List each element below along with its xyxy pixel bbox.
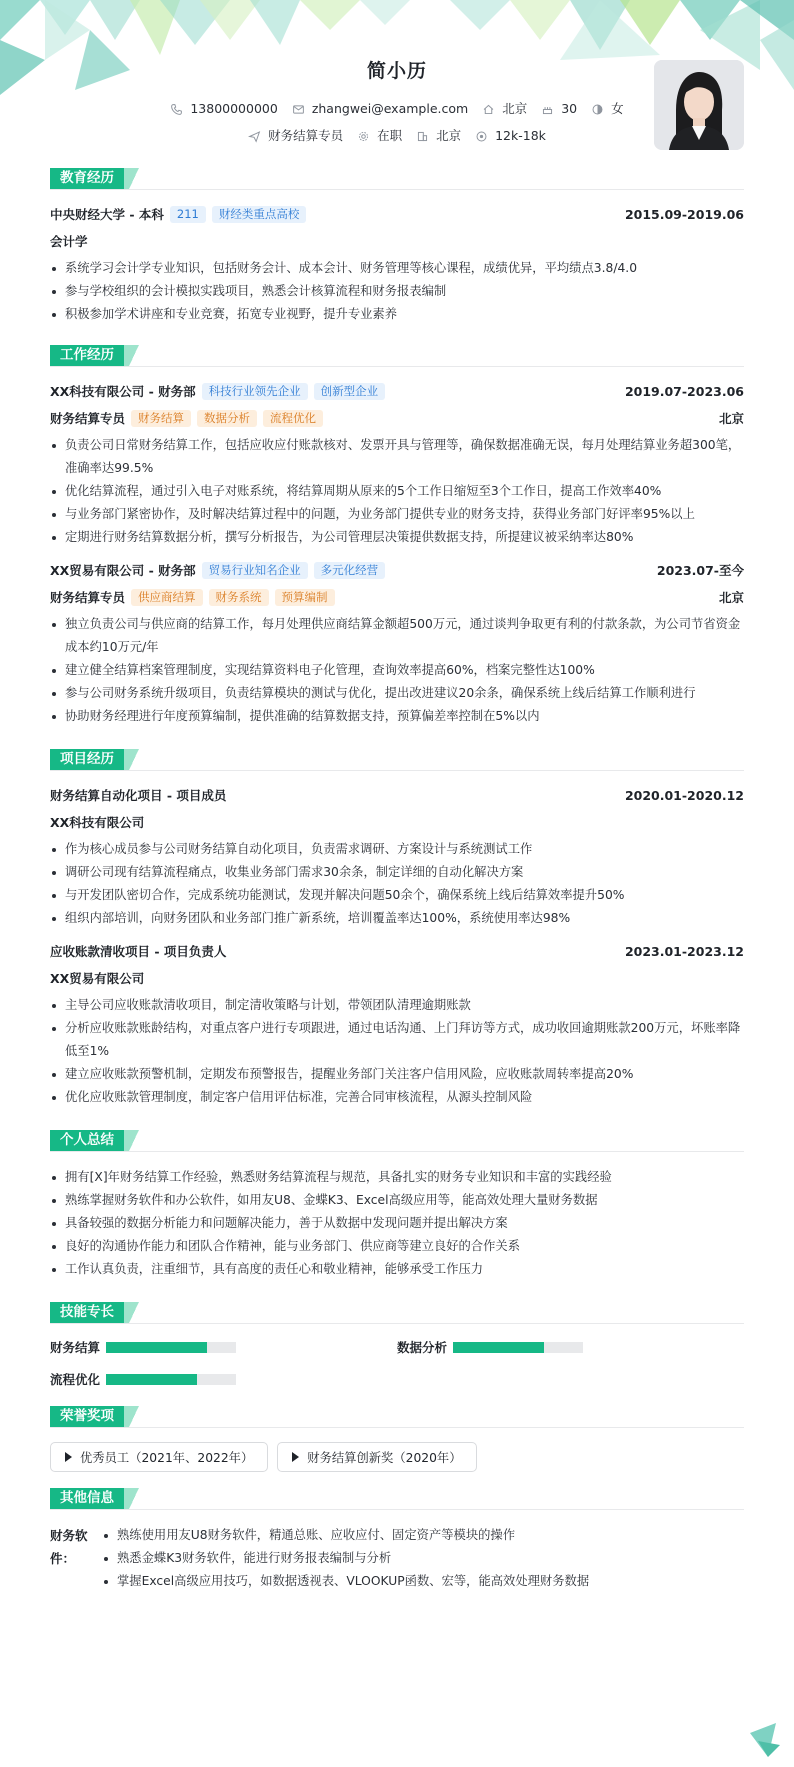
- skill-bar-fill: [453, 1342, 544, 1353]
- list-item: 独立负责公司与供应商的结算工作，每月处理供应商结算金额超500万元，通过谈判争取更有利的付款条款，为公司节省资金成本约10万元/年: [50, 613, 744, 659]
- summary-header: [50, 1130, 744, 1152]
- major-row: [50, 231, 744, 251]
- projects-title: 项目经历: [50, 749, 124, 770]
- position-name: 财务结算专员: [50, 411, 126, 426]
- list-item: 参与公司财务系统升级项目，负责结算模块的测试与优化，提出改进建议20余条，确保系统上线后结算工作顺利进行: [50, 682, 744, 705]
- list-item: 掌握Excel高级应用技巧，如数据透视表、VLOOKUP函数、宏等，能高效处理财务数据: [102, 1570, 589, 1593]
- position-row: [50, 408, 744, 428]
- position-tag: 预算编制: [275, 589, 335, 606]
- job-bullets: [50, 434, 744, 549]
- target-city-item: [416, 128, 461, 144]
- projects-header: [50, 749, 744, 771]
- project-org-row: [50, 812, 744, 832]
- project-org: XX贸易有限公司: [50, 971, 145, 986]
- mail-icon: [292, 103, 305, 116]
- project-org: XX科技有限公司: [50, 815, 145, 830]
- job-bullets: [50, 613, 744, 728]
- list-item: 参与学校组织的会计模拟实践项目，熟悉会计核算流程和财务报表编制: [50, 280, 744, 303]
- list-item: 调研公司现有结算流程痛点，收集业务部门需求30余条，制定详细的自动化解决方案: [50, 861, 744, 884]
- award-item[interactable]: [277, 1442, 476, 1472]
- project-row: [50, 785, 744, 805]
- work-title: 工作经历: [50, 345, 124, 366]
- company-tag: 创新型企业: [314, 383, 386, 400]
- school-name: 中央财经大学 - 本科: [50, 207, 164, 222]
- company-name: XX科技有限公司 - 财务部: [50, 384, 196, 399]
- status-text: 在职: [377, 128, 403, 143]
- send-icon: [248, 130, 261, 143]
- position-tag: 供应商结算: [131, 589, 203, 606]
- resume-header: [50, 0, 744, 168]
- position-tag: 财务结算: [131, 410, 191, 427]
- award-item[interactable]: [50, 1442, 268, 1472]
- list-item: 优化结算流程，通过引入电子对账系统，将结算周期从原来的5个工作日缩短至3个工作日，提高工作效率40%: [50, 480, 744, 503]
- list-item: 与开发团队密切合作，完成系统功能测试，发现并解决问题50余个，确保系统上线后结算效率提升50%: [50, 884, 744, 907]
- skill-bar: [106, 1374, 236, 1385]
- age-item: [541, 101, 577, 117]
- job-date: 2023.07-至今: [656, 563, 744, 578]
- skill-bar: [106, 1342, 236, 1353]
- home-icon: [482, 103, 495, 116]
- awards-list: [50, 1442, 744, 1472]
- project-date: 2020.01-2020.12: [624, 787, 744, 803]
- list-item: 拥有[X]年财务结算工作经验，熟悉财务结算流程与规范，具备扎实的财务专业知识和丰富的实践经验: [50, 1166, 744, 1189]
- project-bullets: [50, 994, 744, 1109]
- city-item: [482, 101, 527, 117]
- salary-text: 12k-18k: [495, 128, 546, 143]
- list-item: 负责公司日常财务结算工作，包括应收应付账款核对、发票开具与管理等，确保数据准确无误，每月处理结算业务超300笔，准确率达99.5%: [50, 434, 744, 480]
- phone-text: 13800000000: [190, 101, 278, 116]
- project-date: 2023.01-2023.12: [624, 943, 744, 959]
- list-item: 建立健全结算档案管理制度，实现结算资料电子化管理，查询效率提高60%，档案完整性达100%: [50, 659, 744, 682]
- company-row: [50, 381, 744, 401]
- project-entry: [50, 941, 744, 1109]
- gear-icon: [357, 130, 370, 143]
- list-item: 与业务部门紧密协作，及时解决结算过程中的问题，为业务部门提供专业的财务支持，获得业务部门好评率95%以上: [50, 503, 744, 526]
- other-title: 其他信息: [50, 1488, 124, 1509]
- city-text: 北京: [502, 101, 528, 116]
- list-item: 具备较强的数据分析能力和问题解决能力，善于从数据中发现问题并提出解决方案: [50, 1212, 744, 1235]
- skill-bar: [453, 1342, 583, 1353]
- skills-section: [50, 1302, 744, 1388]
- salary-item: [475, 128, 546, 144]
- honors-section: [50, 1406, 744, 1472]
- gender-icon: [591, 103, 604, 116]
- project-name: 财务结算自动化项目 - 项目成员: [50, 788, 227, 803]
- list-item: 熟练使用用友U8财务软件，精通总账、应收应付、固定资产等模块的操作: [102, 1524, 589, 1547]
- award-label: 财务结算创新奖（2020年）: [307, 1451, 462, 1465]
- cake-icon: [541, 103, 554, 116]
- job-entry: [50, 560, 744, 728]
- play-icon: [65, 1452, 72, 1462]
- summary-bullets: [50, 1166, 744, 1281]
- intention-row: [50, 128, 744, 144]
- major: 会计学: [50, 234, 88, 249]
- company-tag: 贸易行业知名企业: [202, 562, 308, 579]
- target-job-item: [248, 128, 343, 144]
- skill-name: 流程优化: [50, 1372, 101, 1387]
- skills-header: [50, 1302, 744, 1324]
- phone-item: [170, 101, 277, 117]
- education-section: [50, 168, 744, 326]
- building-icon: [416, 130, 429, 143]
- skill-name: 数据分析: [397, 1340, 448, 1355]
- project-name: 应收账款清收项目 - 项目负责人: [50, 944, 227, 959]
- education-title: 教育经历: [50, 168, 124, 189]
- list-item: 系统学习会计学专业知识，包括财务会计、成本会计、财务管理等核心课程，成绩优异，平均绩点3.8/4.0: [50, 257, 744, 280]
- list-item: 建立应收账款预警机制，定期发布预警报告，提醒业务部门关注客户信用风险，应收账款周转率提高20%: [50, 1063, 744, 1086]
- skills-grid: [50, 1338, 744, 1388]
- work-header: [50, 345, 744, 367]
- project-bullets: [50, 838, 744, 930]
- other-header: [50, 1488, 744, 1510]
- list-item: 协助财务经理进行年度预算编制，提供准确的结算数据支持，预算偏差率控制在5%以内: [50, 705, 744, 728]
- target-job-text: 财务结算专员: [268, 128, 344, 143]
- gender-text: 女: [611, 101, 624, 116]
- status-item: [357, 128, 402, 144]
- work-section: [50, 345, 744, 728]
- target-city-text: 北京: [436, 128, 462, 143]
- job-city: 北京: [718, 411, 744, 426]
- skill-item: [397, 1338, 744, 1356]
- other-bullets: [102, 1524, 589, 1593]
- list-item: 工作认真负责，注重细节，具有高度的责任心和敬业精神，能够承受工作压力: [50, 1258, 744, 1281]
- skill-bar-fill: [106, 1374, 197, 1385]
- school-tag: 211: [170, 206, 206, 223]
- position-name: 财务结算专员: [50, 590, 126, 605]
- other-section: [50, 1488, 744, 1593]
- candidate-name: 简小历: [366, 60, 427, 82]
- list-item: 定期进行财务结算数据分析，撰写分析报告，为公司管理层决策提供数据支持，所提建议被采纳率达80%: [50, 526, 744, 549]
- play-icon: [292, 1452, 299, 1462]
- email-item: [292, 101, 468, 117]
- company-name: XX贸易有限公司 - 财务部: [50, 563, 196, 578]
- age-text: 30: [561, 101, 578, 116]
- projects-section: [50, 749, 744, 1109]
- position-row: [50, 587, 744, 607]
- project-entry: [50, 785, 744, 930]
- award-label: 优秀员工（2021年、2022年）: [80, 1451, 254, 1465]
- coin-icon: [475, 130, 488, 143]
- list-item: 组织内部培训，向财务团队和业务部门推广新系统，培训覆盖率达100%，系统使用率达98%: [50, 907, 744, 930]
- skill-name: 财务结算: [50, 1340, 101, 1355]
- job-entry: [50, 381, 744, 549]
- company-row: [50, 560, 744, 580]
- position-tag: 数据分析: [197, 410, 257, 427]
- gender-item: [591, 101, 624, 117]
- summary-title: 个人总结: [50, 1130, 124, 1151]
- position-tag: 流程优化: [263, 410, 323, 427]
- avatar: [654, 60, 744, 150]
- company-tag: 多元化经营: [314, 562, 386, 579]
- list-item: 熟练掌握财务软件和办公软件，如用友U8、金蝶K3、Excel高级应用等，能高效处理大量财务数据: [50, 1189, 744, 1212]
- list-item: 主导公司应收账款清收项目，制定清收策略与计划，带领团队清理逾期账款: [50, 994, 744, 1017]
- skill-item: [50, 1338, 397, 1356]
- company-tag: 科技行业领先企业: [202, 383, 308, 400]
- other-label: 财务软件：: [50, 1528, 88, 1566]
- skill-bar-fill: [106, 1342, 207, 1353]
- project-row: [50, 941, 744, 961]
- list-item: 良好的沟通协作能力和团队合作精神，能与业务部门、供应商等建立良好的合作关系: [50, 1235, 744, 1258]
- honors-header: [50, 1406, 744, 1428]
- education-row: [50, 204, 744, 224]
- education-bullets: [50, 257, 744, 326]
- school-tag: 财经类重点高校: [212, 206, 307, 223]
- education-header: [50, 168, 744, 190]
- summary-section: [50, 1130, 744, 1281]
- list-item: 作为核心成员参与公司财务结算自动化项目，负责需求调研、方案设计与系统测试工作: [50, 838, 744, 861]
- contact-row: [50, 101, 744, 117]
- job-date: 2019.07-2023.06: [624, 383, 744, 399]
- education-date: 2015.09-2019.06: [624, 206, 744, 222]
- email-text: zhangwei@example.com: [311, 101, 469, 116]
- position-tag: 财务系统: [209, 589, 269, 606]
- skills-title: 技能专长: [50, 1302, 124, 1323]
- list-item: 优化应收账款管理制度，制定客户信用评估标准，完善合同审核流程，从源头控制风险: [50, 1086, 744, 1109]
- list-item: 积极参加学术讲座和专业竞赛，拓宽专业视野，提升专业素养: [50, 303, 744, 326]
- list-item: 分析应收账款账龄结构，对重点客户进行专项跟进，通过电话沟通、上门拜访等方式，成功收回逾期账款200万元，坏账率降低至1%: [50, 1017, 744, 1063]
- skill-item: [50, 1370, 397, 1388]
- other-row: [50, 1524, 744, 1593]
- project-org-row: [50, 968, 744, 988]
- job-city: 北京: [718, 590, 744, 605]
- list-item: 熟悉金蝶K3财务软件，能进行财务报表编制与分析: [102, 1547, 589, 1570]
- phone-icon: [170, 103, 183, 116]
- honors-title: 荣誉奖项: [50, 1406, 124, 1427]
- corner-decoration: [746, 1723, 784, 1761]
